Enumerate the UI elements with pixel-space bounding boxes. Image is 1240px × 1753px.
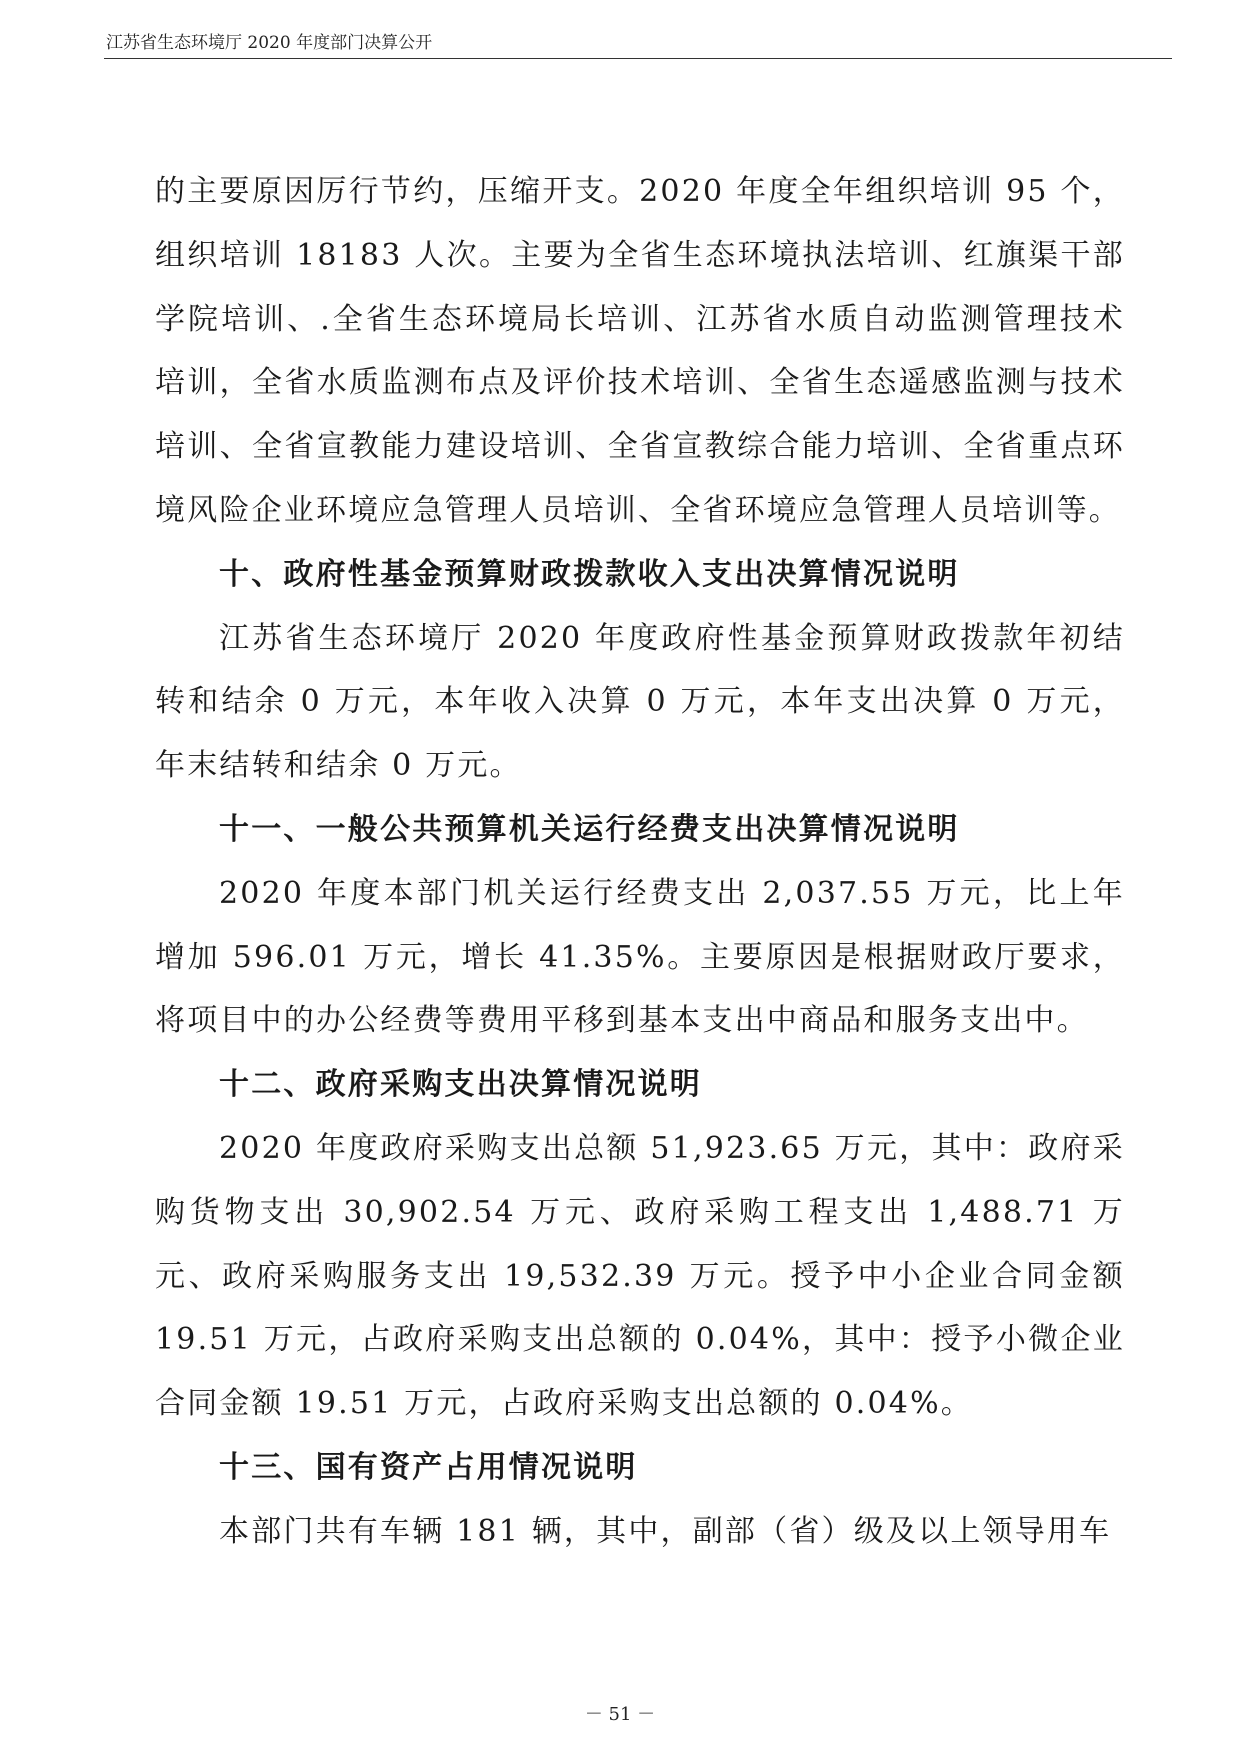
section-heading-11: 十一、一般公共预算机关运行经费支出决算情况说明 [219,811,960,847]
header-divider [104,58,1172,59]
paragraph-training: 的主要原因厉行节约，压缩开支。2020 年度全年组织培训 95 个，组织培训 18183 人次。主要为全省生态环境执法培训、红旗渠干部学院培训、.全省生态环境局长培训、江苏省水质自动监测管理技术培训，全省水质监测布点及评价技术培训、全省生态遥感监测与技术培训、全省宣教能力建设培训、全省宣教综合能力培训、全省重点环境风险企业环境应急管理人员培训、全省环境应急管理人员培训等。 [155,174,1125,528]
paragraph-section-10: 江苏省生态环境厅 2020 年度政府性基金预算财政拨款年初结转和结余 0 万元，本年收入决算 0 万元，本年支出决算 0 万元，年末结转和结余 0 万元。 [155,620,1125,784]
section-heading-12: 十二、政府采购支出决算情况说明 [219,1067,702,1103]
page-header [0,0,1240,60]
page-number: － 51 － [584,1704,656,1725]
document-body [155,160,1125,1564]
paragraph-section-12: 2020 年度政府采购支出总额 51,923.65 万元，其中：政府采购货物支出 30,902.54 万元、政府采购工程支出 1,488.71 万元、政府采购服务支出 19,532.39 万元。授予中小企业合同金额 19.51 万元，占政府采购支出总额的 0.04%，其中：授予小微企业合同金额 19.51 万元，占政府采购支出总额的 0.04%。 [155,1130,1125,1422]
paragraph-section-13: 本部门共有车辆 181 辆，其中，副部（省）级及以上领导用车 [219,1513,1112,1549]
section-heading-10: 十、政府性基金预算财政拨款收入支出决算情况说明 [219,556,960,592]
header-title: 江苏省生态环境厅 2020 年度部门决算公开 [106,33,433,53]
paragraph-section-11: 2020 年度本部门机关运行经费支出 2,037.55 万元，比上年增加 596.01 万元，增长 41.35%。主要原因是根据财政厅要求，将项目中的办公经费等费用平移到基本支出中商品和服务支出中。 [155,875,1125,1039]
section-heading-13: 十三、国有资产占用情况说明 [219,1449,638,1485]
